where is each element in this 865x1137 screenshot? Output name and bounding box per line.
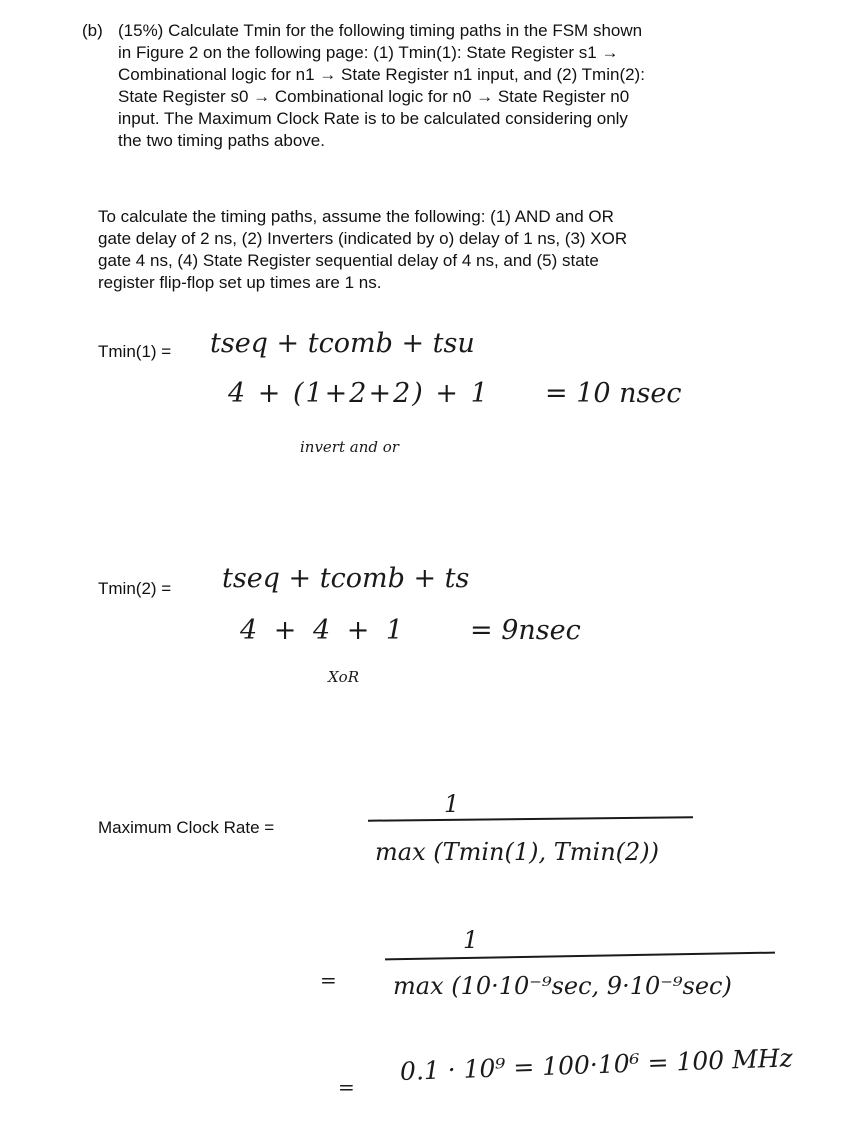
tmin2-calc: 4 + 4 + 1 [240,615,408,646]
assumption-line: gate 4 ns, (4) State Register sequential delay of 4 ns, and (5) state [98,251,599,270]
question-label: (b) [82,21,103,40]
tmin1-result: = 10 nsec [545,378,682,409]
assumption-line: To calculate the timing paths, assume the following: (1) AND and OR [98,207,614,226]
tmin1-formula: tseq + tcomb + tsu [210,328,475,359]
tmin2-result: = 9nsec [470,615,581,646]
fraction-bar-2 [385,952,775,961]
max-clock-numerator-2: 1 [463,926,479,954]
max-clock-label: Maximum Clock Rate = [98,818,275,837]
tmin1-note: invert and or [300,438,399,456]
tmin2-label: Tmin(2) = [98,579,172,598]
fraction-bar-1 [368,816,693,821]
assumptions-paragraph [98,206,838,294]
max-clock-denominator-1: max (Tmin(1), Tmin(2)) [375,838,660,866]
question-line: State Register s0 → Combinational logic for n0 → State Register n0 [118,87,630,106]
tmin1-label: Tmin(1) = [98,342,172,361]
max-clock-equals-2: = [320,968,337,992]
question-line: (15%) Calculate Tmin for the following timing paths in the FSM shown [118,21,643,40]
tmin1-calc: 4 + (1+2+2) + 1 [228,378,490,409]
question-text [118,20,838,152]
question-line: in Figure 2 on the following page: (1) Tmin(1): State Register s1 → [118,43,619,62]
question-line: Combinational logic for n1 → State Register n1 input, and (2) Tmin(2): [118,65,645,84]
assumption-line: gate delay of 2 ns, (2) Inverters (indicated by o) delay of 1 ns, (3) XOR [98,229,628,248]
max-clock-denominator-2: max (10·10⁻⁹sec, 9·10⁻⁹sec) [393,972,732,1000]
assumption-line: register flip-flop set up times are 1 ns. [98,273,382,292]
max-clock-equals-3: = [338,1075,355,1099]
max-clock-numerator-1: 1 [444,790,460,818]
tmin2-note: XoR [328,668,360,686]
question-line: the two timing paths above. [118,131,325,150]
tmin2-formula: tseq + tcomb + ts [222,563,470,594]
question-line: input. The Maximum Clock Rate is to be calculated considering only [118,109,628,128]
max-clock-result: 0.1 · 10⁹ = 100·10⁶ = 100 MHz [399,1043,794,1086]
